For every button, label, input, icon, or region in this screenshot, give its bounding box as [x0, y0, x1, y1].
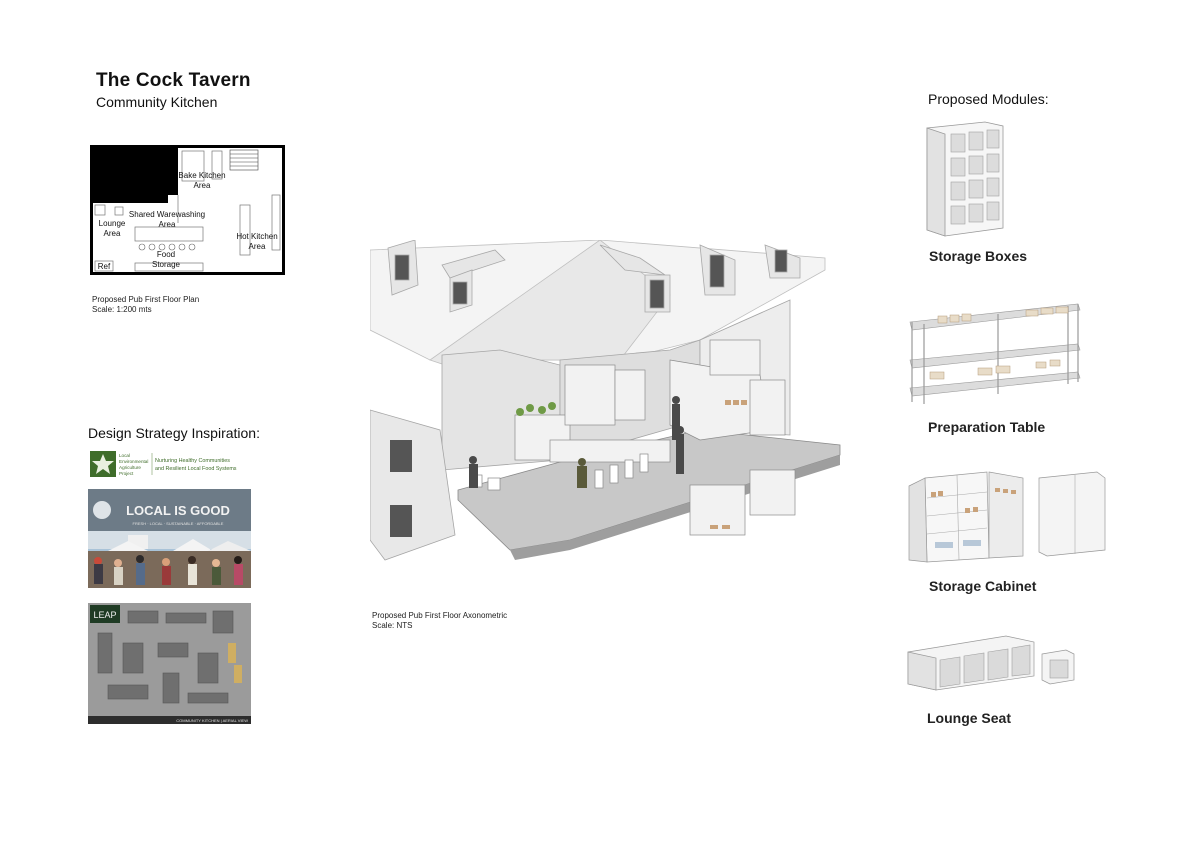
plan-stair: [230, 150, 258, 170]
label-hot-kitchen: Hot Kitchen: [236, 232, 278, 241]
label-bake-area: Area: [193, 181, 211, 190]
leap-line-1: Local: [119, 453, 130, 458]
aerial-leap-text: LEAP: [93, 610, 117, 620]
market-photo: [88, 489, 251, 588]
leap-logo: [88, 449, 256, 479]
axonometric-caption-title: Proposed Pub First Floor Axonometric: [372, 611, 508, 620]
preparation-table-drawing: [908, 302, 1083, 406]
leap-tagline-1: Nurturing Healthy Communities: [155, 458, 230, 464]
page-title: The Cock Tavern: [96, 70, 251, 91]
label-hot-area: Area: [248, 242, 266, 251]
axonometric-caption-scale: Scale: NTS: [372, 621, 413, 630]
floor-plan-caption-title: Proposed Pub First Floor Plan: [92, 295, 200, 304]
leap-tagline-2: and Resilient Local Food Systems: [155, 466, 237, 472]
storage-boxes-drawing: [925, 120, 1005, 238]
aerial-footer: COMMUNITY KITCHEN | AERIAL VIEW: [176, 718, 248, 723]
page-subtitle: Community Kitchen: [96, 94, 218, 110]
module-label-storage-boxes: Storage Boxes: [929, 248, 1028, 264]
lounge-seat-drawing: [906, 632, 1076, 694]
floor-plan-caption: [92, 295, 199, 315]
leap-line-3: Agriculture: [119, 465, 141, 470]
leap-line-2: Environmental: [119, 459, 149, 464]
label-ref: Ref: [97, 262, 111, 271]
module-label-lounge-seat: Lounge Seat: [927, 710, 1012, 726]
module-label-preparation-table: Preparation Table: [928, 419, 1046, 435]
axonometric-drawing: [370, 240, 850, 585]
banner-text: LOCAL IS GOOD: [126, 503, 230, 518]
label-food: Food: [156, 250, 176, 259]
floor-plan: [90, 145, 285, 275]
label-storage: Storage: [151, 260, 181, 269]
axonometric-caption: [372, 611, 507, 631]
storage-cabinet-drawing: [907, 470, 1107, 565]
banner-badge-icon: [93, 501, 111, 519]
leap-line-4: Project: [119, 471, 134, 476]
cabinet-closed: [1039, 472, 1105, 556]
modules-heading: Proposed Modules:: [928, 91, 1049, 107]
module-label-storage-cabinet: Storage Cabinet: [929, 578, 1037, 594]
floor-plan-caption-scale: Scale: 1:200 mts: [92, 305, 152, 314]
label-warewashing: Shared Warewashing: [128, 210, 206, 219]
label-bake-kitchen: Bake Kitchen: [178, 171, 226, 180]
label-warewashing-area: Area: [158, 220, 176, 229]
aerial-view: [88, 603, 251, 724]
plan-solid-block: [91, 146, 178, 203]
label-lounge: Lounge: [98, 219, 126, 228]
label-lounge-area: Area: [103, 229, 121, 238]
inspiration-heading: Design Strategy Inspiration:: [88, 425, 260, 441]
banner-subtext: FRESH · LOCAL · SUSTAINABLE · AFFORDABLE: [132, 521, 224, 526]
